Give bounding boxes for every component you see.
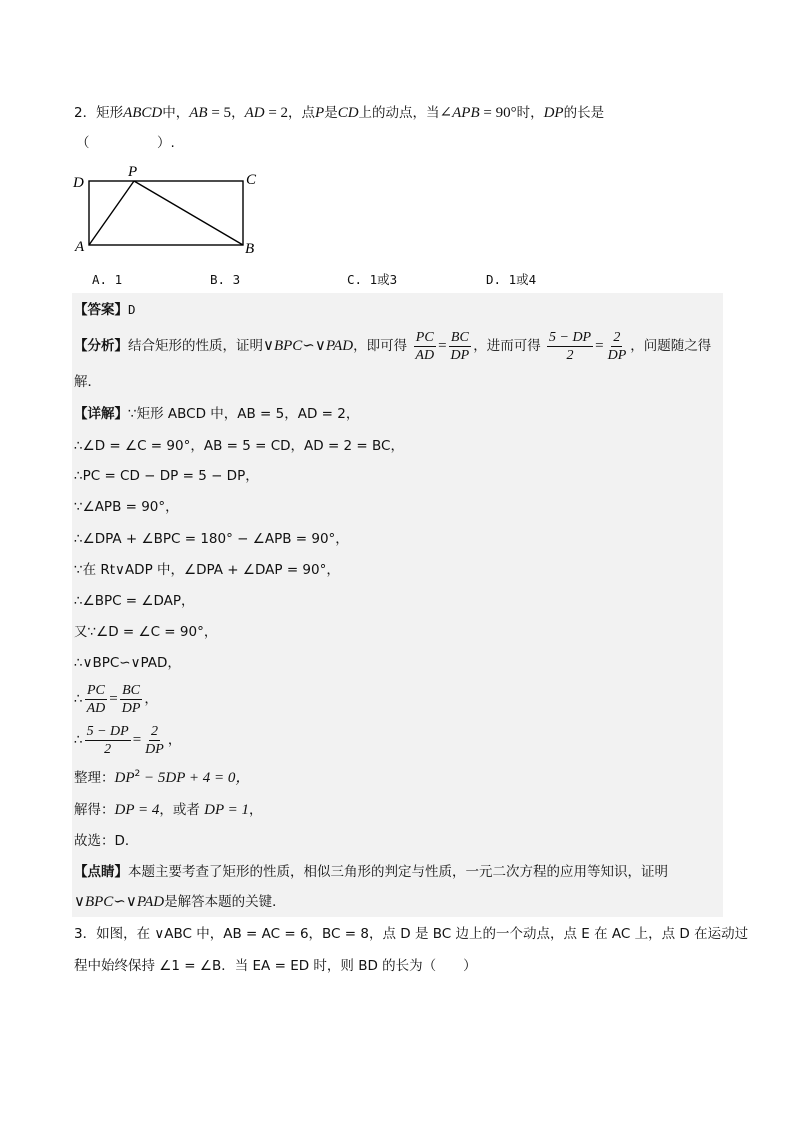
label-C: C bbox=[246, 172, 257, 188]
detail-line6: ∵在 Rt∨ADP 中，∠DPA + ∠DAP = 90°， bbox=[74, 562, 340, 578]
detail-line11: ∴ $\frac{5 - DP}{2}$ = $\frac{2}{DP}$ ， bbox=[74, 723, 182, 757]
option-a[interactable]: A. 1 bbox=[92, 272, 123, 287]
fraction-bc-dp: $\frac{BC}{DP}$ bbox=[450, 329, 470, 363]
label-B: B bbox=[245, 241, 255, 257]
comment-line1: 【点睛】本题主要考查了矩形的性质，相似三角形的判定与性质，一元二次方程的应用等知识，证明 bbox=[74, 864, 668, 880]
comment-line2: ∨BPC∽∨PAD是解答本题的关键． bbox=[74, 894, 286, 910]
fraction-5dp-2: $\frac{5 - DP}{2}$ bbox=[549, 329, 592, 363]
label-A: A bbox=[75, 239, 85, 255]
detail-line4: ∵∠APB = 90°， bbox=[74, 499, 179, 515]
q2-stem-line1: 2．矩形ABCD中，AB = 5，AD = 2，点P是CD上的动点，当∠APB = 90°时，DP的长是 bbox=[74, 105, 605, 121]
detail-line12: 整理：$DP^2 - 5DP + 4 = 0$， bbox=[74, 769, 251, 786]
analysis-line2: 解． bbox=[74, 374, 101, 390]
detail-line7: ∴∠BPC = ∠DAP， bbox=[74, 593, 195, 609]
segment-PB bbox=[134, 181, 243, 245]
segment-AP bbox=[89, 181, 134, 245]
analysis-line1: 【分析】结合矩形的性质，证明∨BPC∽∨PAD，即可得 $\frac{PC}{AD}$ = $\frac{BC}{DP}$ ，进而可得 $\frac{5 - DP}{2}$ = $\frac{2}{DP}$ ，问题随之得 bbox=[74, 329, 712, 363]
q3-stem-line1: 3．如图，在 ∨ABC 中，AB = AC = 6，BC = 8，点 D 是 BC 边上的一个动点，点 E 在 AC 上，点 D 在运动过 bbox=[74, 926, 749, 942]
detail-line13: 解得：DP = 4，或者 DP = 1， bbox=[74, 802, 263, 818]
fraction-pc-ad: $\frac{PC}{AD}$ bbox=[415, 329, 435, 363]
detail-line5: ∴∠DPA + ∠BPC = 180° − ∠APB = 90°， bbox=[74, 531, 349, 547]
detail-line8: 又∵∠D = ∠C = 90°， bbox=[74, 624, 218, 640]
detail-line2: ∴∠D = ∠C = 90°，AB = 5 = CD，AD = 2 = BC， bbox=[74, 438, 404, 454]
option-c[interactable]: C. 1或3 bbox=[347, 272, 398, 287]
detail-line9: ∴∨BPC∽∨PAD， bbox=[74, 655, 181, 671]
option-b[interactable]: B. 3 bbox=[210, 272, 241, 287]
detail-line14: 故选：D． bbox=[74, 833, 139, 849]
rectangle-figure bbox=[70, 162, 270, 262]
label-D: D bbox=[73, 175, 84, 191]
detail-line3: ∴PC = CD − DP = 5 − DP， bbox=[74, 468, 259, 484]
detail-line10: ∴ $\frac{PC}{AD}$ = $\frac{BC}{DP}$ ， bbox=[74, 682, 158, 716]
detail-line1: 【详解】∵矩形 ABCD 中，AB = 5，AD = 2， bbox=[74, 406, 360, 422]
fraction-2-dp: $\frac{2}{DP}$ bbox=[607, 329, 627, 363]
q2-answer-blank: （ ）. bbox=[76, 135, 175, 151]
label-P: P bbox=[128, 164, 138, 180]
answer-line: 【答案】D bbox=[74, 302, 136, 318]
q3-stem-line2: 程中始终保持 ∠1 = ∠B．当 EA = ED 时，则 BD 的长为（ ） bbox=[74, 958, 477, 974]
option-d[interactable]: D. 1或4 bbox=[486, 272, 537, 287]
